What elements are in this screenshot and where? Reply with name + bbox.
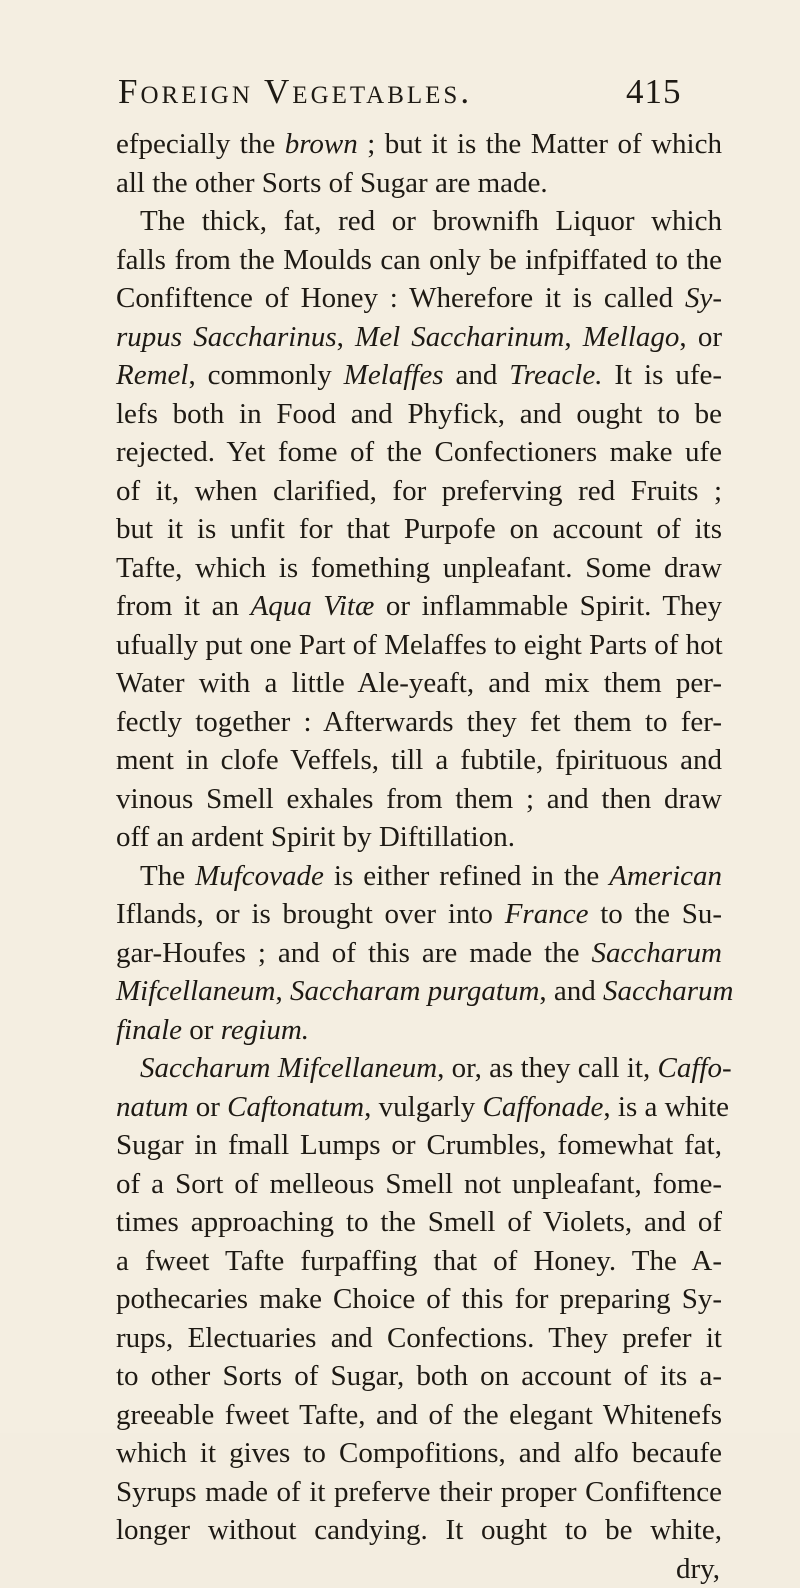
text-run: Confiftence of Honey : Wherefore it is called	[116, 282, 685, 314]
text-line	[116, 780, 722, 819]
text-line	[116, 895, 722, 934]
text-line	[116, 1511, 722, 1550]
text-run: times approaching to the Smell of Violets, and of	[116, 1206, 722, 1238]
text-line	[116, 1203, 722, 1242]
text-run: fectly together : Afterwards they fet them to fer-	[116, 706, 722, 738]
text-line	[116, 433, 722, 472]
text-run: The thick, fat, red or brownifh Liquor which	[140, 205, 722, 237]
running-title: Foreign Vegetables.	[118, 72, 472, 112]
italic-run: Treacle.	[509, 359, 602, 391]
text-line	[116, 318, 722, 357]
text-run: of it, when clarified, for preferving red Fruits ;	[116, 475, 722, 507]
text-run: , and	[539, 975, 603, 1007]
text-line	[116, 356, 722, 395]
text-run: pothecaries make Choice of this for preparing Sy-	[116, 1283, 722, 1315]
text-line	[116, 395, 722, 434]
text-run: , commonly	[188, 359, 343, 391]
text-run: Iflands, or is brought over into	[116, 898, 505, 930]
italic-run: Sy-	[685, 282, 722, 314]
text-line	[116, 164, 722, 203]
text-run: or inflammable Spirit. They	[374, 590, 722, 622]
text-line	[116, 934, 722, 973]
text-run: from it an	[116, 590, 251, 622]
text-run: gar-Houfes ; and of this are made the	[116, 937, 592, 969]
text-run: or	[182, 1014, 221, 1046]
italic-run: Caffonade	[483, 1091, 604, 1123]
text-run: The	[140, 860, 195, 892]
italic-run: natum	[116, 1091, 189, 1123]
text-line	[116, 818, 722, 857]
text-line	[116, 125, 722, 164]
italic-run: Caftonatum	[227, 1091, 364, 1123]
italic-run: regium.	[221, 1014, 309, 1046]
text-run: a fweet Tafte furpaffing that of Honey. The A-	[116, 1245, 722, 1277]
italic-run: Aqua Vitæ	[251, 590, 375, 622]
text-line	[116, 1434, 722, 1473]
text-line	[116, 472, 722, 511]
text-run: ; but it is the Matter of which	[358, 128, 722, 160]
text-run: falls from the Moulds can only be infpiffated to the	[116, 244, 722, 276]
text-run: ufually put one Part of Melaffes to eight Parts of hot	[116, 629, 723, 661]
text-run: which it gives to Compofitions, and alfo becaufe	[116, 1437, 722, 1469]
text-run: greeable fweet Tafte, and of the elegant Whitenefs	[116, 1399, 722, 1431]
text-run: , or	[679, 321, 722, 353]
text-line	[116, 664, 722, 703]
text-line	[116, 549, 722, 588]
text-run: of a Sort of melleous Smell not unpleafant, fome-	[116, 1168, 722, 1200]
text-line	[116, 1473, 722, 1512]
text-run: ment in clofe Veffels, till a fubtile, fpirituous and	[116, 744, 722, 776]
text-run: rups, Electuaries and Confections. They prefer it	[116, 1322, 722, 1354]
text-line	[116, 1126, 722, 1165]
text-line	[116, 972, 722, 1011]
text-run: , vulgarly	[364, 1091, 482, 1123]
text-line	[116, 703, 722, 742]
text-run: , is a white	[603, 1091, 729, 1123]
running-header	[118, 72, 718, 122]
text-run: vinous Smell exhales from them ; and then draw	[116, 783, 722, 815]
text-run: rejected. Yet fome of the Confectioners make ufe	[116, 436, 722, 468]
text-line	[116, 587, 722, 626]
text-run: or	[189, 1091, 228, 1123]
text-run: to other Sorts of Sugar, both on account of its a-	[116, 1360, 722, 1392]
text-run: Water with a little Ale-yeaft, and mix them per-	[116, 667, 722, 699]
text-run: ,	[337, 321, 355, 353]
italic-run: Mel Saccharinum	[355, 321, 564, 353]
text-run: Tafte, which is fomething unpleafant. Some draw	[116, 552, 722, 584]
text-line	[116, 1319, 722, 1358]
body-text	[116, 125, 722, 1588]
text-run: lefs both in Food and Phyfick, and ought to be	[116, 398, 722, 430]
text-line	[116, 1396, 722, 1435]
text-run: , or, as they call it,	[437, 1052, 657, 1084]
text-run: but it is unfit for that Purpofe on account of its	[116, 513, 722, 545]
text-run: ,	[275, 975, 290, 1007]
text-line	[116, 510, 722, 549]
text-run: off an ardent Spirit by Diftillation.	[116, 821, 515, 853]
text-line	[116, 1011, 722, 1050]
text-line	[116, 1242, 722, 1281]
text-run: Sugar in fmall Lumps or Crumbles, fomewhat fat,	[116, 1129, 722, 1161]
text-run: longer without candying. It ought to be white,	[116, 1514, 722, 1546]
italic-run: rupus Saccharinus	[116, 321, 337, 353]
text-line	[116, 857, 722, 896]
italic-run: Melaffes	[344, 359, 444, 391]
text-run: Syrups made of it preferve their proper Confiftence	[116, 1476, 722, 1508]
text-run: and	[444, 359, 510, 391]
text-run: to the Su-	[588, 898, 722, 930]
text-run: It is ufe-	[602, 359, 722, 391]
text-line	[116, 1280, 722, 1319]
italic-run: finale	[116, 1014, 182, 1046]
italic-run: brown	[285, 128, 358, 160]
text-line	[116, 741, 722, 780]
italic-run: Mellago	[583, 321, 680, 353]
text-line	[116, 1165, 722, 1204]
text-line	[116, 202, 722, 241]
italic-run: France	[505, 898, 589, 930]
italic-run: Remel	[116, 359, 188, 391]
catchword	[116, 1550, 722, 1588]
text-line	[116, 1049, 722, 1088]
italic-run: Saccharum	[592, 937, 722, 969]
italic-run: Saccharum	[603, 975, 733, 1007]
text-run: all the other Sorts of Sugar are made.	[116, 167, 548, 199]
text-run: efpecially the	[116, 128, 285, 160]
text-run: dry,	[676, 1553, 720, 1585]
text-line	[116, 241, 722, 280]
italic-run: Mifcellaneum	[116, 975, 275, 1007]
text-line	[116, 626, 722, 665]
page-number: 415	[626, 72, 682, 112]
text-line	[116, 1357, 722, 1396]
italic-run: Mufcovade	[195, 860, 324, 892]
italic-run: American	[609, 860, 722, 892]
italic-run: Saccharum Mifcellaneum	[140, 1052, 437, 1084]
italic-run: Saccharam purgatum	[290, 975, 539, 1007]
text-line	[116, 279, 722, 318]
text-line	[116, 1088, 722, 1127]
text-run: ,	[564, 321, 582, 353]
text-run: is either refined in the	[324, 860, 609, 892]
italic-run: Caffo-	[657, 1052, 731, 1084]
